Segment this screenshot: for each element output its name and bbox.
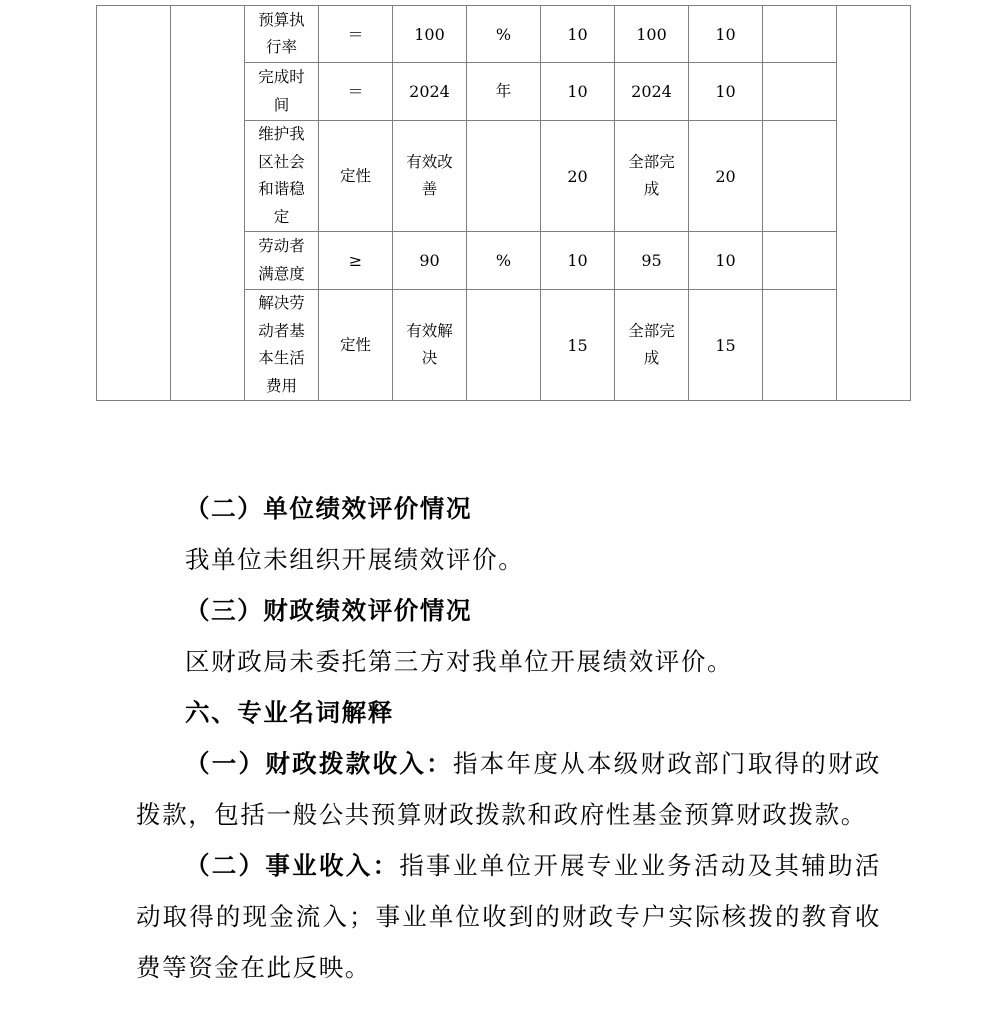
- note-cell: [763, 232, 837, 290]
- actual-cell: 95: [615, 232, 689, 290]
- operator-cell: ＝: [319, 63, 393, 121]
- operator-cell: 定性: [319, 121, 393, 232]
- merged-subcategory-cell: [171, 6, 245, 401]
- fiscal-eval-text: 区财政局未委托第三方对我单位开展绩效评价。: [185, 647, 734, 676]
- note-cell: [763, 63, 837, 121]
- target-cell: 有效解决: [393, 290, 467, 401]
- performance-indicator-table: [96, 5, 911, 401]
- unit-cell: 年: [467, 63, 541, 121]
- weight-cell: 10: [541, 232, 615, 290]
- unit-cell: %: [467, 232, 541, 290]
- actual-cell: 全部完成: [615, 290, 689, 401]
- merged-remark-cell: [837, 6, 911, 401]
- target-cell: 100: [393, 6, 467, 63]
- note-cell: [763, 290, 837, 401]
- unit-eval-text: 我单位未组织开展绩效评价。: [185, 545, 525, 574]
- indicator-cell: 解决劳动者基本生活费用: [245, 290, 319, 401]
- score-cell: 15: [689, 290, 763, 401]
- term1-text: 指本年度从本级财政部门取得的财政拨款，包括一般公共预算财政拨款和政府性基金预算财政拨款。: [136, 749, 882, 829]
- score-cell: 10: [689, 232, 763, 290]
- indicator-cell: 劳动者满意度: [245, 232, 319, 290]
- target-cell: 2024: [393, 63, 467, 121]
- merged-category-cell: [97, 6, 171, 401]
- actual-cell: 100: [615, 6, 689, 63]
- target-cell: 90: [393, 232, 467, 290]
- fiscal-eval-heading: （三）财政绩效评价情况: [185, 596, 473, 625]
- actual-cell: 全部完成: [615, 121, 689, 232]
- unit-cell: [467, 121, 541, 232]
- unit-eval-heading: （二）单位绩效评价情况: [185, 494, 473, 523]
- evaluation-sections: [136, 483, 881, 993]
- operator-cell: ＝: [319, 6, 393, 63]
- target-cell: 有效改善: [393, 121, 467, 232]
- indicator-cell: 维护我区社会和谐稳定: [245, 121, 319, 232]
- score-cell: 10: [689, 63, 763, 121]
- weight-cell: 10: [541, 63, 615, 121]
- glossary-heading: 六、专业名词解释: [185, 698, 394, 727]
- indicator-cell: 预算执行率: [245, 6, 319, 63]
- weight-cell: 15: [541, 290, 615, 401]
- weight-cell: 20: [541, 121, 615, 232]
- table-row: [97, 6, 911, 63]
- note-cell: [763, 6, 837, 63]
- score-cell: 10: [689, 6, 763, 63]
- term-financial-appropriation: [136, 738, 881, 840]
- operator-cell: ≥: [319, 232, 393, 290]
- operator-cell: 定性: [319, 290, 393, 401]
- term1-label: （一）财政拨款收入：: [185, 749, 453, 778]
- term2-text: 指事业单位开展专业业务活动及其辅助活动取得的现金流入；事业单位收到的财政专户实际核拨的教育收费等资金在此反映。: [136, 851, 881, 982]
- unit-cell: %: [467, 6, 541, 63]
- indicator-cell: 完成时间: [245, 63, 319, 121]
- term2-label: （二）事业收入：: [185, 851, 400, 880]
- weight-cell: 10: [541, 6, 615, 63]
- note-cell: [763, 121, 837, 232]
- unit-cell: [467, 290, 541, 401]
- term-business-income: [136, 840, 881, 993]
- score-cell: 20: [689, 121, 763, 232]
- actual-cell: 2024: [615, 63, 689, 121]
